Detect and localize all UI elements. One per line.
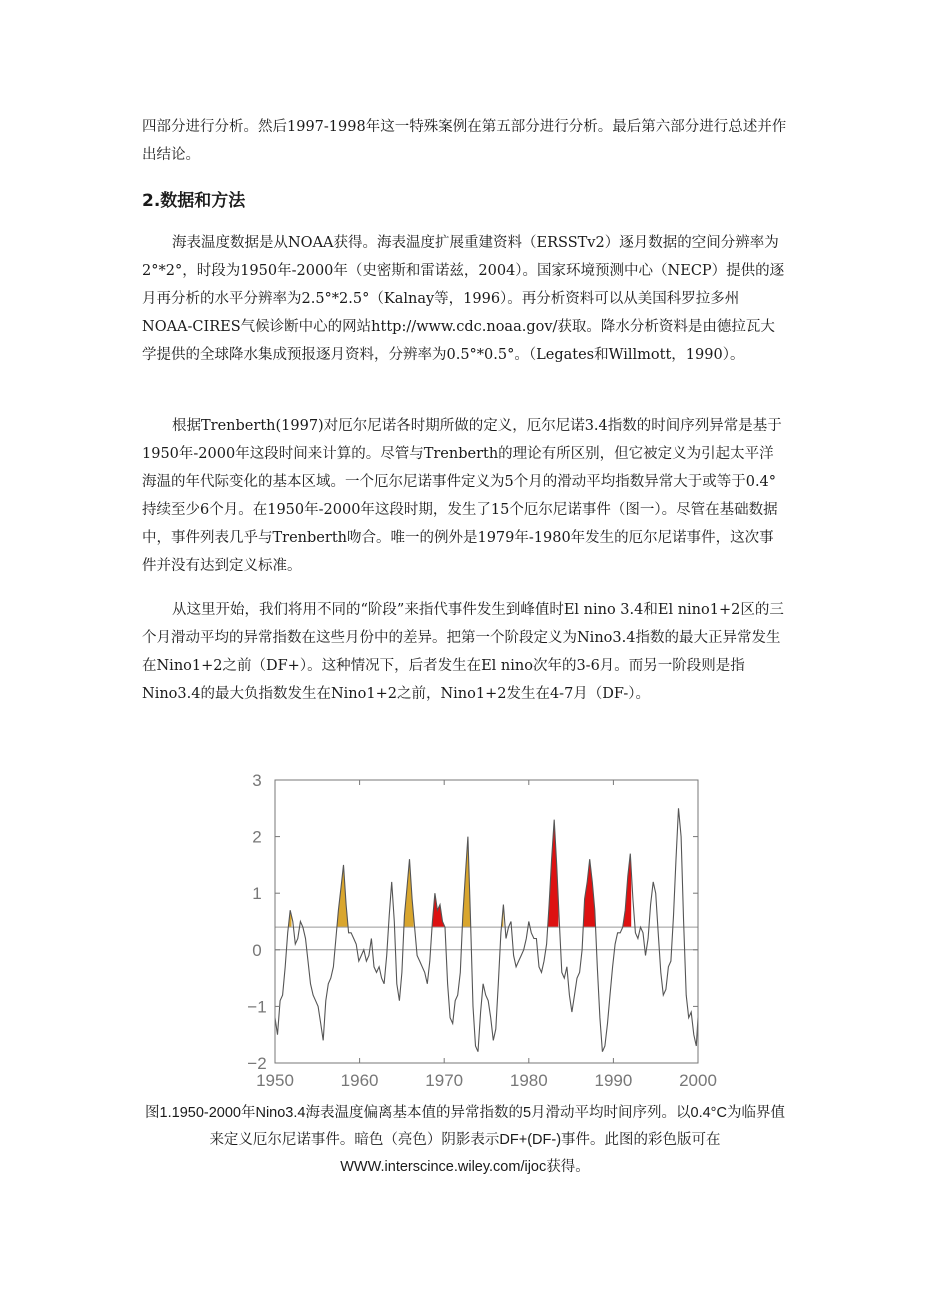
- x-tick-label-1970: 1970: [425, 1071, 464, 1090]
- paragraph-data-sources: 海表温度数据是从NOAA获得。海表温度扩展重建资料（ERSSTv2）逐月数据的空间分辨率为2°*2°，时段为1950年-2000年（史密斯和雷诺兹，2004）。国家环境预测中心（NECP）提供的逐月再分析的水平分辨率为2.5°*2.5°（Kalnay等，1996）。再分析资料可以从美国科罗拉多州NOAA-CIRES气候诊断中心的网站http://www.cdc.noaa.gov/获取。降水分析资料是由德拉瓦大学提供的全球降水集成预报逐月资料，分辨率为0.5°*0.5°。（Legates和Willmott，1990）。: [142, 235, 785, 363]
- x-tick-label-1950: 1950: [256, 1071, 294, 1090]
- plot-area: [247, 771, 717, 1090]
- y-tick-label-0: 0: [252, 940, 262, 960]
- figure-caption: 图1.1950-2000年Nino3.4海表温度偏离基本值的异常指数的5月滑动平均时间序列。以0.4°C为临界值来定义厄尔尼诺事件。暗色（亮色）阴影表示DF+(DF-)事件。此图的彩色版可在WWW.interscince.wiley.com/ijoc获得。: [145, 1105, 785, 1175]
- paragraph-enso-definition: 根据Trenberth(1997)对厄尔尼诺各时期所做的定义，厄尔尼诺3.4指数的时间序列异常是基于1950年-2000年这段时间来计算的。尽管与Trenberth的理论有所区别，但它被定义为引起太平洋海温的年代际变化的基本区域。一个厄尔尼诺事件定义为5个月的滑动平均指数异常大于或等于0.4°持续至少6个月。在1950年-2000年这段时期，发生了15个厄尔尼诺事件（图一）。尽管在基础数据中，事件列表几乎与Trenberth吻合。唯一的例外是1979年-1980年发生的厄尔尼诺事件，这次事件并没有达到定义标准。: [142, 418, 782, 574]
- y-tick-label-3: 3: [252, 771, 262, 790]
- nino34-series-line: [275, 808, 698, 1051]
- nino34-figure: [236, 762, 726, 1092]
- y-tick-label-1: 1: [252, 884, 262, 904]
- paragraph-phase-definition: 从这里开始，我们将用不同的“阶段”来指代事件发生到峰值时El nino 3.4和El nino1+2区的三个月滑动平均的异常指数在这些月份中的差异。把第一个阶段定义为Nino3.4指数的最大正异常发生在Nino1+2之前（DF+）。这种情况下，后者发生在El nino次年的3-6月。而另一阶段则是指Nino3.4的最大负指数发生在Nino1+2之前，Nino1+2发生在4-7月（DF-）。: [142, 602, 784, 702]
- y-tick-label--2: −2: [247, 1054, 267, 1073]
- y-tick-label-2: 2: [252, 827, 262, 847]
- x-tick-label-1990: 1990: [594, 1071, 633, 1090]
- paragraph-intro-end: 四部分进行分析。然后1997-1998年这一特殊案例在第五部分进行分析。最后第六部分进行总述并作出结论。: [142, 119, 787, 163]
- x-tick-label-1980: 1980: [509, 1071, 548, 1090]
- x-tick-label-1960: 1960: [340, 1071, 379, 1090]
- nino34-chart: [236, 762, 726, 1092]
- x-tick-label-2000: 2000: [679, 1071, 717, 1090]
- section-heading: 2.数据和方法: [142, 191, 246, 211]
- y-tick-label--1: −1: [247, 997, 267, 1017]
